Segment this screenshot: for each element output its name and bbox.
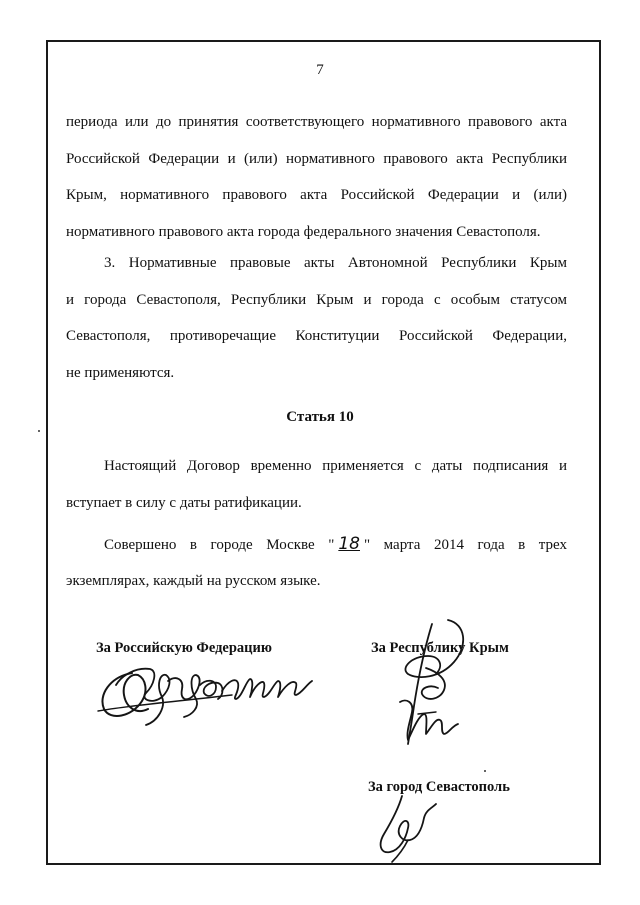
russia-signatory-label: За Российскую Федерацию (96, 640, 272, 656)
text-line: Российской Федерации и (или) нормативного правового акта Республики (66, 150, 567, 167)
text-line: Настоящий Договор временно применяется с даты подписания и (104, 458, 567, 474)
text-line: Севастополя, противоречащие Конституции Российской Федерации, (66, 328, 567, 344)
paragraph-clause-3 (66, 245, 567, 391)
text-line (66, 526, 567, 563)
scan-speck (484, 770, 486, 772)
text-line: не применяются. (66, 364, 175, 381)
date-text-before: Совершено в городе Москве " (104, 537, 335, 553)
crimea-signature (378, 610, 473, 750)
text-line: периода или до принятия соответствующего нормативного правового акта (66, 114, 567, 130)
scan-speck (38, 430, 40, 432)
paragraph-continuation (66, 104, 567, 250)
sevastopol-signatory-label: За город Севастополь (368, 779, 510, 795)
paragraph-article-10 (66, 448, 567, 521)
page-number: 7 (316, 62, 324, 78)
text-line: 3. Нормативные правовые акты Автономной Республики Крым (104, 255, 567, 271)
article-title: Статья 10 (286, 409, 354, 425)
sevastopol-signature (374, 790, 444, 865)
paragraph-done-in-moscow (66, 526, 567, 599)
text-line: нормативного правового акта города федерального значения Севастополя. (66, 223, 541, 240)
handwritten-day: 18 (338, 534, 360, 554)
text-line: экземплярах, каждый на русском языке. (66, 572, 321, 589)
text-line: вступает в силу с даты ратификации. (66, 494, 302, 511)
text-line: Крым, нормативного правового акта Российской Федерации и (или) (66, 187, 567, 203)
text-line: и города Севастополя, Республики Крым и города с особым статусом (66, 291, 567, 308)
crimea-signatory-label: За Республику Крым (371, 640, 509, 656)
russia-signature (92, 655, 317, 735)
date-text-after: " марта 2014 года в трех (363, 537, 567, 553)
